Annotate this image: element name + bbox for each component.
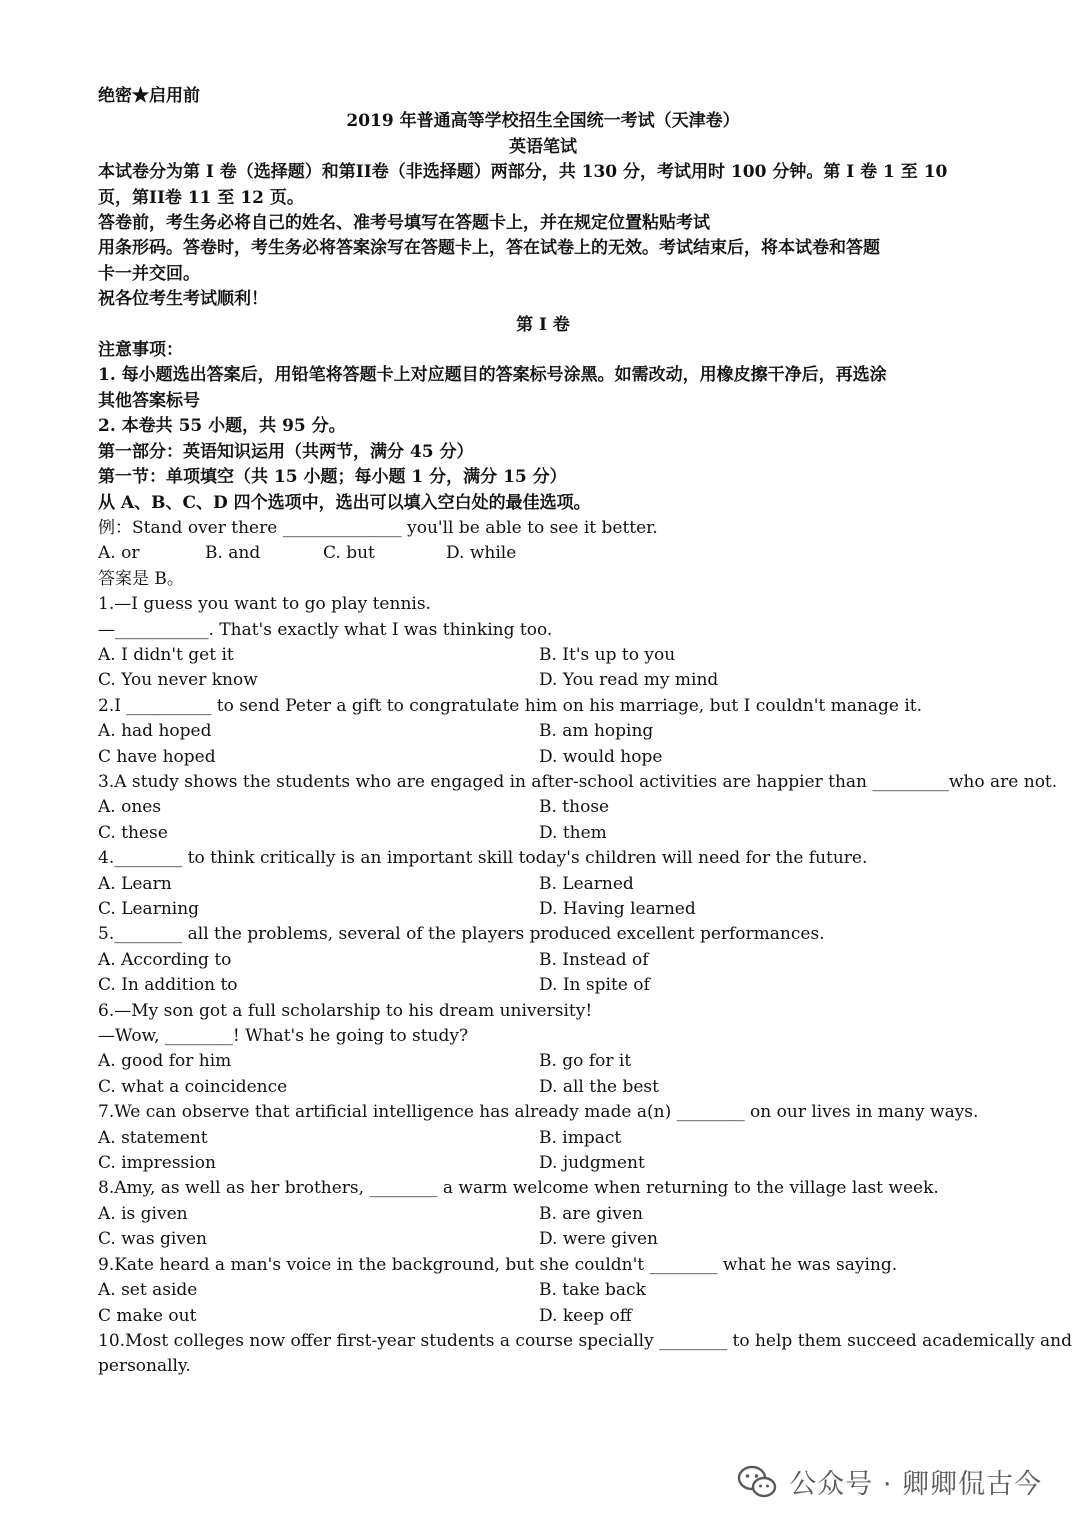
option: A. set aside [98,1280,198,1301]
good-luck-line: 祝各位考生考试顺利！ [98,289,268,310]
option: D. all the best [539,1076,659,1097]
option: A. I didn't get it [98,644,234,665]
option-row [98,1049,988,1074]
option: A. statement [98,1127,208,1148]
question-stem: 6.—My son got a full scholarship to his dream university! [98,1000,593,1021]
option-row [98,1126,988,1151]
option: D. In spite of [539,975,650,996]
option: B. Instead of [539,949,649,970]
wechat-icon [737,1465,777,1499]
question-stem: 8.Amy, as well as her brothers, ________ a warm welcome when returning to the village last week. [98,1178,939,1199]
option: A. ones [98,797,162,818]
option-row [98,719,988,744]
part-heading: 第一部分：英语知识运用（共两节，满分 45 分） [98,441,474,462]
option-row [98,1278,988,1303]
option: B. go for it [539,1051,632,1072]
question-stem: 1.—I guess you want to go play tennis. [98,594,431,615]
intro-line: 答卷前，考生务必将自己的姓名、准考号填写在答题卡上，并在规定位置粘贴考试 [98,213,710,234]
question-list [98,592,1072,1380]
option-row [98,973,988,998]
question-stem: —___________. That's exactly what I was thinking too. [98,619,553,640]
option: A. is given [98,1203,188,1224]
exam-page [98,84,1072,1380]
option-row [98,1151,988,1176]
option: A. good for him [98,1051,232,1072]
section-heading: 第一节：单项填空（共 15 小题；每小题 1 分，满分 15 分） [98,467,567,488]
option-row [98,668,988,693]
option: B. Learned [539,873,634,894]
option: B. impact [539,1127,622,1148]
question-stem: 5.________ all the problems, several of the players produced excellent performances. [98,924,825,945]
option: D. were given [539,1229,658,1250]
question-stem: 7.We can observe that artificial intelligence has already made a(n) ________ on our lives in many ways. [98,1102,979,1123]
confidential-mark: 绝密★启用前 [98,86,200,106]
option: C. impression [98,1153,216,1174]
option: C. You never know [98,670,258,691]
example-stem: 例：Stand over there ______________ you'll be able to see it better. [98,517,658,538]
option-row [98,897,988,922]
question-stem: personally. [98,1356,191,1377]
option-row [98,643,988,668]
option: B. are given [539,1203,643,1224]
option: B. those [539,797,610,818]
question-stem: 4.________ to think critically is an important skill today's children will need for the future. [98,848,868,869]
option: D. while [446,543,517,564]
question-stem: 3.A study shows the students who are engaged in after-school activities are happier than _________who are not. [98,771,1058,792]
question-stem: 9.Kate heard a man's voice in the background, but she couldn't ________ what he was saying. [98,1254,898,1275]
option: C. what a coincidence [98,1076,288,1097]
exam-subtitle: 英语笔试 [509,136,577,157]
option-row [98,872,988,897]
option-row [98,1202,988,1227]
watermark-text: 公众号 · 卿卿侃古今 [789,1469,1042,1500]
notice-item: 1. 每小题选出答案后，用铅笔将答题卡上对应题目的答案标号涂黑。如需改动，用橡皮擦干净后，再选涂 [98,365,887,386]
question-stem: 10.Most colleges now offer first-year students a course specially ________ to help them succeed academically and [98,1330,1072,1351]
question-stem: 2.I __________ to send Peter a gift to congratulate him on his marriage, but I couldn't manage it. [98,695,923,716]
option: C. was given [98,1229,207,1250]
option: A. had hoped [98,721,212,742]
example-answer: 答案是 B。 [98,568,184,589]
intro-line: 卡一并交回。 [98,263,200,284]
intro-line: 本试卷分为第 I 卷（选择题）和第II卷（非选择题）两部分，共 130 分，考试用时 100 分钟。第 I 卷 1 至 10 [98,162,948,183]
notice-title: 注意事项： [98,340,183,361]
example-options [98,541,988,566]
option: A. Learn [98,873,172,894]
option: C. these [98,822,168,843]
option: D. judgment [539,1153,645,1174]
option-row [98,745,988,770]
option: B. am hoping [539,721,654,742]
option: C have hoped [98,746,216,767]
option: D. them [539,822,607,843]
option: D. keep off [539,1305,632,1326]
intro-line: 用条形码。答卷时，考生务必将答案涂写在答题卡上，答在试卷上的无效。考试结束后，将本试卷和答题 [98,238,880,259]
option-row [98,1075,988,1100]
exam-title: 2019 年普通高等学校招生全国统一考试（天津卷） [346,111,740,132]
notice-item: 其他答案标号 [98,390,200,411]
option: C. Learning [98,899,200,919]
option: C. but [323,543,375,564]
section-title: 第 I 卷 [516,314,570,335]
notice-item: 2. 本卷共 55 小题，共 95 分。 [98,416,346,437]
instruction: 从 A、B、C、D 四个选项中，选出可以填入空白处的最佳选项。 [98,492,591,513]
option: D. would hope [539,746,663,767]
option: D. Having learned [539,899,696,919]
option: A. According to [98,949,232,970]
option: A. or [98,543,140,564]
option: B. and [205,543,261,564]
option-row [98,795,988,820]
option-row [98,1227,988,1252]
option: C. In addition to [98,975,238,996]
option: C make out [98,1305,197,1326]
option: D. You read my mind [539,670,719,691]
option-row [98,948,988,973]
option-row [98,821,988,846]
option-row [98,1304,988,1329]
option: B. It's up to you [539,644,676,665]
intro-line: 页，第II卷 11 至 12 页。 [98,187,304,208]
watermark [737,1462,1042,1501]
question-stem: —Wow, ________! What's he going to study? [98,1026,469,1047]
option: B. take back [539,1280,646,1301]
